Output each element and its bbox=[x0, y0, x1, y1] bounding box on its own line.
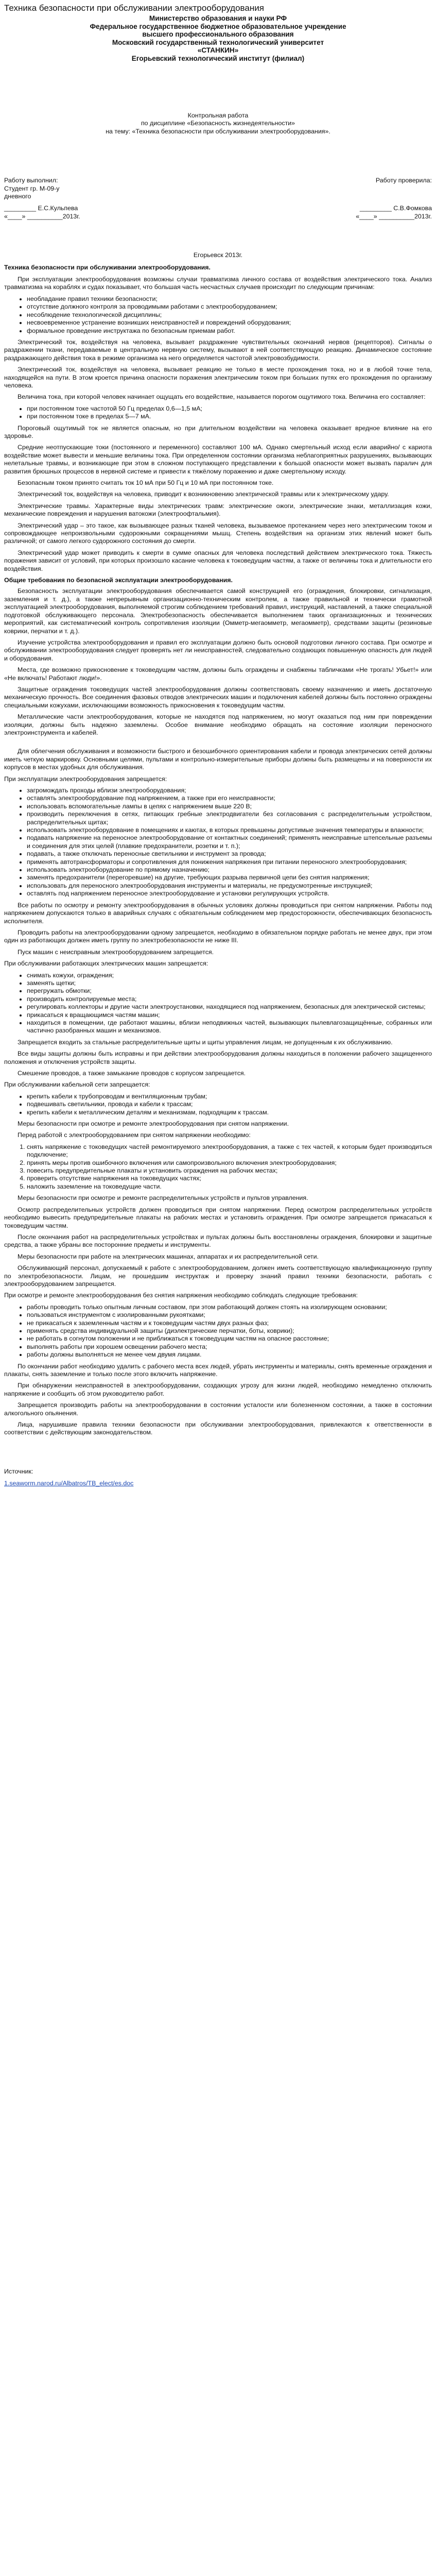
list-item: 2. принять меры против ошибочного включения или самопроизвольного включения электрооборудования; bbox=[27, 1159, 432, 1167]
list-item: 4. проверить отсутствие напряжения на токоведущих частях; bbox=[27, 1175, 432, 1182]
list-item: • несоблюдение технологической дисциплины; bbox=[27, 311, 432, 319]
tools-list bbox=[4, 972, 432, 1035]
list-item: • подавать напряжение на переносное электрооборудование от контактных соединений; применять неисправные штепсельные разъемы и соединения для этих целей (плавкие предохранители, розетки и т. п.); bbox=[27, 834, 432, 850]
author-label: Работу выполнил: bbox=[4, 177, 58, 184]
list-item: • снимать кожухи, ограждения; bbox=[27, 972, 432, 979]
list-item: • работы проводить только опытным личным составом, при этом работающий должен стоять на изолирующем основании; bbox=[27, 1303, 432, 1311]
work-rules-title: При осмотре и ремонте электрооборудования без снятия напряжения необходимо соблюдать следующие требования: bbox=[4, 1292, 358, 1299]
list-item: 3. повесить предупредительные плакаты и установить ограждения на рабочих местах; bbox=[27, 1167, 432, 1175]
paragraph: Меры безопасности при осмотре и ремонте электрооборудования при снятом напряжении. bbox=[18, 1120, 289, 1128]
paragraph: Электрический удар может приводить к смерти в сумме опасных для человека последствий действием электрического тока. Тяжесть поражения зависит от условий, при которых произошло касание человека к токоведущим частям, а также от величины тока и длительности его воздействия. bbox=[4, 549, 432, 572]
list-item: • работы должны выполняться не менее чем двумя лицами. bbox=[27, 1351, 432, 1359]
source-link[interactable]: 1.seaworm.narod.ru/Albatros/TB_elect/es.doc bbox=[4, 1480, 134, 1487]
sources-label: Источник: bbox=[4, 1467, 33, 1475]
list-item: • оставлять электрооборудование под напряжением, а также при его неисправности; bbox=[27, 794, 432, 802]
prohibitions-list bbox=[4, 787, 432, 898]
document-title: Техника безопасности при обслуживании электрооборудования bbox=[4, 3, 264, 13]
paragraph: Средние неотпускающие токи (постоянного и переменного) составляют 100 мА. Однако смертельный исход если аварийно/ с кариота воздействие может вывести и меньшие величины тока. При определенном состоянии организма неблагоприятных разрушениях, вызывающих нелетальные травмы, и возникающие при этом в сложном поступающего представлении к большой опасности может вызвать паралич для развития брюшных процессов в нервной системе и привести к тяжёлому поражению и даже смертельному исходу. bbox=[4, 444, 432, 475]
list-item: • крепить кабели к трубопроводам и вентиляционным трубам; bbox=[27, 1093, 432, 1100]
paragraph: По окончании работ необходимо удалить с рабочего места всех людей, убрать инструменты и материалы, снять временные ограждения и плакаты, снять заземление и только после этого включить напряжение. bbox=[4, 1362, 432, 1378]
paragraph: Пороговый ощутимый ток не является опасным, но при длительном воздействии на человека оказывает вредное влияние на его здоровье. bbox=[4, 424, 432, 439]
header-line: «СТАНКИН» bbox=[197, 46, 239, 54]
header-line: Егорьевский технологический институт (филиал) bbox=[131, 54, 305, 62]
paragraph: Лица, нарушившие правила техники безопасности при обслуживании электрооборудования, привлекаются к ответственности в соответствии с действующим законодательством. bbox=[4, 1421, 432, 1436]
list-item: • производить контролируемые места; bbox=[27, 995, 432, 1003]
paragraph: После окончания работ на распределительных устройствах и пультах должны быть восстановлены ограждения, блокировки и защитные средства, а также убраны все посторонние предметы и инструменты. bbox=[4, 1233, 432, 1249]
prep-steps-list bbox=[4, 1143, 432, 1191]
list-item: • несвоевременное устранение возникших неисправностей и повреждений оборудования; bbox=[27, 319, 432, 327]
list-item: • перегружать обмотки; bbox=[27, 987, 432, 995]
paragraph: Меры безопасности при работе на электрических машинах, аппаратах и их распределительной сети. bbox=[18, 1252, 319, 1260]
header-line: Министерство образования и науки РФ bbox=[149, 14, 287, 22]
list-item: • подавать, а также отключать переносные светильники и инструмент за провода; bbox=[27, 850, 432, 858]
paragraph: Защитные ограждения токоведущих частей электрооборудования должны соответствовать своему назначению и иметь достаточную механическую прочность. Все соединения фазовых отводов электрических машин и подключения кабелей должны быть постоянно ограждены специальными кожухами, исключающими возможность прикосновения к токоведущим частям. bbox=[4, 685, 432, 709]
group-label: дневного bbox=[4, 193, 31, 200]
work-rules-list bbox=[4, 1303, 432, 1359]
body-title: Техника безопасности при обслуживании электрооборудования. bbox=[4, 263, 211, 271]
short-circuit-note: Смешение проводов, а также замыкание проводов с корпусом запрещается. bbox=[18, 1070, 246, 1077]
paragraph: Для облегчения обслуживания и возможности быстрого и безошибочного ориентирования кабели и провода электрических сетей должны иметь четкую маркировку. Основными целями, пультами и контрольно-измерительные приборы должны быть размещены и на поверхности их корпусов в местах удобных для обслуживания. bbox=[4, 748, 432, 771]
section-title: Общие требования по безопасной эксплуатации электрооборудования. bbox=[4, 577, 233, 584]
list-item: • не работать в согнутом положении и не приближаться к токоведущим частям на опасное расстояние; bbox=[27, 1335, 432, 1343]
list-item: • при постоянном токе в пределах 5—7 мА. bbox=[27, 413, 432, 420]
list-item: • подвешивать светильники, провода и кабели к трассам; bbox=[27, 1100, 432, 1108]
list-item: • использовать электрооборудование в помещениях и каютах, в которых превышены допустимые значения температуры и влажности; bbox=[27, 826, 432, 834]
student-label: Студент гр. М-09-у bbox=[4, 184, 60, 192]
header-line: Московский государственный технологический университет bbox=[112, 38, 324, 46]
list-item: • регулировать коллекторы и другие части электроустановки, находящиеся под напряжением, безопасных для электрической системы; bbox=[27, 1003, 432, 1011]
sources-block bbox=[4, 1468, 432, 1488]
paragraph: Запрещается производить работы на электрооборудовании в состоянии усталости или болезненном состоянии, а также в состоянии алкогольного опьянения. bbox=[4, 1401, 432, 1417]
cable-title: При обслуживании кабельной сети запрещается: bbox=[4, 1081, 150, 1089]
paragraph: Все работы по осмотру и ремонту электрооборудования в обычных условиях должны проводиться при снятом напряжении. Работы под напряжением допускаются только в аварийных случаях с обязательным соблюдением мер предосторожности, обеспечивающих безопасность исполнителя. bbox=[4, 901, 432, 925]
paragraph: Изучение устройства электрооборудования и правил его эксплуатации должно быть основой подготовки личного состава. При осмотре и обслуживании электрооборудования следует проверять нет ли неисправностей, следовательно создающих повышенную опасность для людей и оборудования. bbox=[4, 638, 432, 662]
list-item: • отсутствие должного контроля за проводимыми работами с электрооборудованием; bbox=[27, 303, 432, 311]
list-item: • заменять предохранители (перегоревшие) на другие, требующих разрыва первичной цепи без снятия напряжения; bbox=[27, 874, 432, 882]
paragraph: Пуск машин с неисправным электрооборудованием запрещается. bbox=[18, 948, 214, 956]
paragraph: Все виды защиты должны быть исправны и при действии электрооборудования должны находиться в положении рабочего защищенного положения и отключения устройств защиты. bbox=[4, 1050, 432, 1065]
list-item: • прикасаться к вращающимся частям машин; bbox=[27, 1011, 432, 1019]
paragraph: Осмотр распределительных устройств должен проводиться при снятом напряжении. Перед осмотром распределительных устройств необходимо вывесить предупредительные плакаты на рабочих местах и установить ограждения. При осмотре запрещается прикасаться к токоведущим частям. bbox=[4, 1206, 432, 1229]
list-item: • заменять щетки; bbox=[27, 979, 432, 987]
paragraph: Проводить работы на электрооборудовании одному запрещается, необходимо в обязательном порядке работать не менее двух, при этом один из работающих должен иметь группу по электробезопасности не ниже III. bbox=[4, 928, 432, 944]
paragraph: Величина тока, при которой человек начинает ощущать его воздействие, называется порогом ощутимого тока. Величина его составляет: bbox=[18, 393, 426, 401]
signature-block bbox=[4, 177, 432, 184]
list-item: • при постоянном токе частотой 50 Гц пределах 0,6—1,5 мА; bbox=[27, 405, 432, 413]
prohibitions-title: При эксплуатации электрооборудования запрещается: bbox=[4, 775, 167, 783]
checker-label: Работу проверила: bbox=[375, 177, 432, 184]
paragraph: Обслуживающий персонал, допускаемый к работе с электрооборудованием, должен иметь соответствующую квалификационную группу по электробезопасности. Лицам, не прошедшим инструктаж и проверку знаний правил техники безопасности, работать с электрооборудованием запрещается. bbox=[4, 1264, 432, 1287]
city-year: Егорьевск 2013г. bbox=[193, 251, 243, 259]
header-line: высшего профессионального образования bbox=[142, 30, 294, 38]
paragraph: Места, где возможно прикосновение к токоведущим частям, должны быть ограждены и снабжены табличками «Не трогать! Убьет!» или «Не включать! Работают люди!». bbox=[4, 666, 432, 682]
list-item: • находиться в помещении, где работают машины, вблизи неподвижных частей, вызывающих пылевлагозащищённые, собранных или частично разобранных машин и механизмов. bbox=[27, 1019, 432, 1035]
list-item: • пользоваться инструментом с изолированными рукоятками; bbox=[27, 1311, 432, 1319]
paragraph: Электрический ток, воздействуя на человека, вызывает реакцию не только в месте прохождения тока, но и в любой точке тела, находящейся на пути. В этом кроется причина опасности поражения электрическим током при больших путях его прохождения по организму человека. bbox=[4, 366, 432, 389]
list-item: • выполнять работы при хорошем освещении рабочего места; bbox=[27, 1343, 432, 1351]
list-item: • необладание правил техники безопасности; bbox=[27, 295, 432, 303]
paragraph: Электрический ток, воздействуя на человека, вызывает раздражение чувствительных окончаний нервов (рецепторов). Сигналы о раздражении ткани, передаваемые в центральную нервную систему, вызывают в ней соответствующую реакцию. Динамическое состояние раздражающего действия тока в режиме организма на него определяется частотой электровозбудимости. bbox=[4, 338, 432, 362]
list-item: • крепить кабели к металлическим деталям и механизмам, подходящим к трассам. bbox=[27, 1109, 432, 1116]
header-line: Федеральное государственное бюджетное образовательное учреждение bbox=[90, 22, 346, 30]
paragraph: Запрещается входить за стальные распределительные щиты и щиты управления лицам, не допущенным к их обслуживанию. bbox=[18, 1038, 393, 1046]
paragraph: Меры безопасности при осмотре и ремонте распределительных устройств и пультов управления. bbox=[18, 1194, 308, 1202]
list-item: • производить переключения в сетях, питающих гребные электродвигатели без согласования с распределительным устройством, распределительных щитах; bbox=[27, 810, 432, 826]
tools-title: При обслуживании работающих электрических машин запрещается: bbox=[4, 960, 208, 968]
author-signature: _________ Е.С.Кульпева bbox=[4, 205, 78, 212]
topic: на тему: «Техника безопасности при обслуживании электрооборудования». bbox=[106, 127, 330, 135]
list-item: • формальное проведение инструктажа по безопасным приемам работ. bbox=[27, 327, 432, 335]
discipline: по дисциплине «Безопасность жизнедеятельности» bbox=[141, 120, 295, 127]
list-item: • использовать для переносного электрооборудования инструменты и материалы, не предусмотренные инструкцией; bbox=[27, 882, 432, 890]
institution-header bbox=[4, 14, 432, 62]
list-item: • не прикасаться к заземленным частям и к токоведущим частям двух разных фаз; bbox=[27, 1319, 432, 1327]
paragraph: При обнаружении неисправностей в электрооборудовании, создающих угрозу для жизни людей, необходимо немедленно отключить напряжение и сообщить об этом руководителю работ. bbox=[4, 1382, 432, 1397]
list-item: • использовать вспомогательные лампы в цепях с напряжением выше 220 В; bbox=[27, 803, 432, 810]
checker-signature: _________ С.В.Фомкова bbox=[359, 205, 432, 212]
list-item: • загромождать проходы вблизи электрооборудования; bbox=[27, 787, 432, 794]
list-item: • применять автотрансформаторы и сопротивления для понижения напряжения при питании переносного электрооборудования; bbox=[27, 858, 432, 866]
list-item: • использовать электрооборудование по прямому назначению; bbox=[27, 866, 432, 874]
work-type: Контрольная работа bbox=[187, 112, 249, 119]
paragraph: Электрические травмы. Характерные виды электрических травм: электрические ожоги, электрические знаки, металлизация кожи, механические повреждения и нарушения ватокожи (электроофтальмия). bbox=[4, 502, 432, 518]
paragraph: Перед работой с электрооборудованием при снятом напряжении необходимо: bbox=[18, 1131, 251, 1139]
causes-list bbox=[4, 295, 432, 335]
paragraph: Безопасность эксплуатации электрооборудования обеспечивается самой конструкцией его (ограждения, блокировки, сигнализация, заземления и т. д.), а также непрерывным организационно-техническим контролем, а также правильной и технически грамотной эксплуатацией электрооборудования, выполняемой строгим соблюдением требований правил, инструкций, наставлений, а также специальной подготовкой обслуживающего персонала. Электробезопасность обеспечивается выполнением таких организационных и технических мероприятий, как систематический контроль сопротивления изоляции (Омметр-мегаомметр, мегаомметр), средствами защиты (резиновые коврики, перчатки и т. д.). bbox=[4, 587, 432, 635]
thresholds-list bbox=[4, 405, 432, 421]
author-date: «____» __________2013г. bbox=[4, 212, 80, 220]
checker-date: «____» __________2013г. bbox=[356, 212, 432, 220]
list-item: • оставлять под напряжением переносное электрооборудование и установки регулирующих устройств. bbox=[27, 890, 432, 897]
paragraph: Металлические части электрооборудования, которые не находятся под напряжением, но могут оказаться под ним при повреждении изоляции, должны быть надежно заземлены. Особое внимание необходимо обращать на состояние изоляции переносного электроинструмента и кабелей. bbox=[4, 713, 432, 736]
list-item: 5. наложить заземление на токоведущие части. bbox=[27, 1183, 432, 1191]
paragraph: При эксплуатации электрооборудования возможны случаи травматизма личного состава от воздействия электрического тока. Анализ травматизма на кораблях и судах показывает, что большая часть несчастных случаев происходит по следующим причинам: bbox=[4, 276, 432, 291]
cable-rules-list bbox=[4, 1093, 432, 1116]
signature-dates bbox=[4, 213, 432, 221]
list-item: • применять средства индивидуальной защиты (диэлектрические перчатки, боты, коврики); bbox=[27, 1327, 432, 1335]
list-item: 1. снять напряжение с токоведущих частей ремонтируемого электрооборудования, а также с тех частей, к которым будет производиться подключение; bbox=[27, 1143, 432, 1159]
paragraph: Безопасным током принято считать ток 10 мА при 50 Гц и 10 мА при постоянном токе. bbox=[18, 479, 274, 486]
paragraph: Электрический ток, воздействуя на человека, приводит к возникновению электрической травмы или к электрическому удару. bbox=[18, 490, 389, 498]
paragraph: Электрический удар – это такое, как вызывающее разных тканей человека, вызываемое протеканием через него электрическим током и сопровождающее непроизвольными судорожными сокращениями мышц. Степень воздействия на организм этих явлений может быть различной; от самого легкого судорожного состояния до смерти. bbox=[4, 521, 432, 545]
signature-lines bbox=[4, 205, 432, 212]
